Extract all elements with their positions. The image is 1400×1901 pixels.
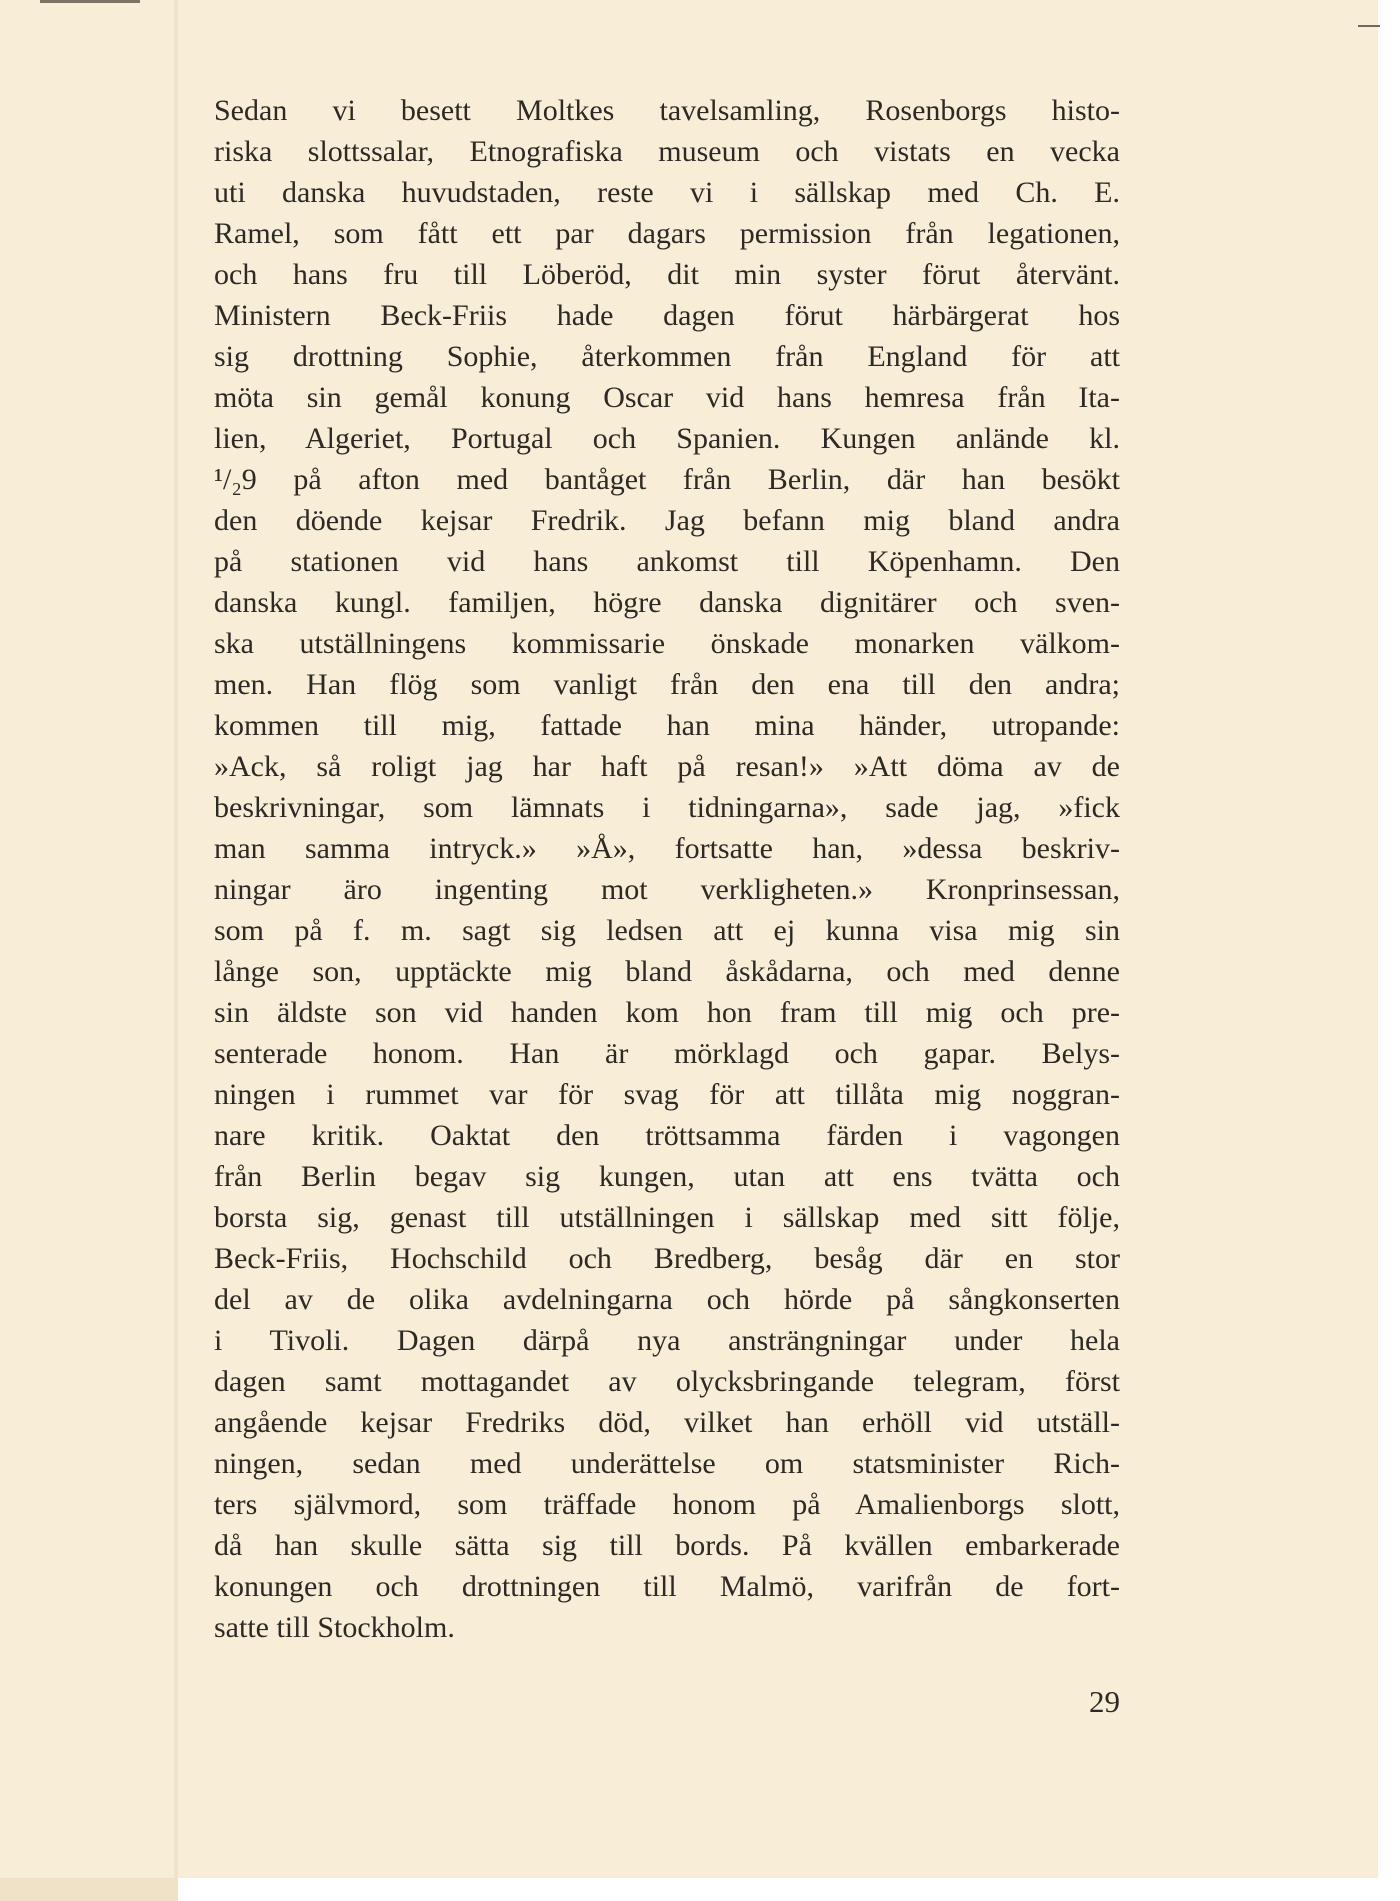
text-line: i Tivoli. Dagen därpå nya ansträngningar under hela (214, 1324, 1120, 1357)
text-line: sin äldste son vid handen kom hon fram till mig och pre- (214, 996, 1120, 1029)
text-line: nare kritik. Oaktat den tröttsamma färden i vagongen (214, 1119, 1120, 1152)
text-line: senterade honom. Han är mörklagd och gapar. Belys- (214, 1037, 1120, 1070)
text-line: ningen i rummet var för svag för att tillåta mig noggran- (214, 1078, 1120, 1111)
text-line: kommen till mig, fattade han mina händer, utropande: (214, 709, 1120, 742)
scan-mark-right (1358, 25, 1380, 27)
text-line: ska utställningens kommissarie önskade monarken välkom- (214, 627, 1120, 660)
text-line: Sedan vi besett Moltkes tavelsamling, Rosenborgs histo- (214, 94, 1120, 127)
text-line: beskrivningar, som lämnats i tidningarna», sade jag, »fick (214, 791, 1120, 824)
scan-mark-top (40, 0, 140, 3)
text-line: uti danska huvudstaden, reste vi i sällskap med Ch. E. (214, 176, 1120, 209)
text-line: den döende kejsar Fredrik. Jag befann mig bland andra (214, 504, 1120, 537)
text-line: danska kungl. familjen, högre danska dignitärer och sven- (214, 586, 1120, 619)
text-line: Ministern Beck-Friis hade dagen förut härbärgerat hos (214, 299, 1120, 332)
text-line: då han skulle sätta sig till bords. På kvällen embarkerade (214, 1529, 1120, 1562)
text-line: sig drottning Sophie, återkommen från England för att (214, 340, 1120, 373)
text-line: ¹/₂9 på afton med bantåget från Berlin, där han besökt (214, 463, 1120, 496)
text-line: riska slottssalar, Etnografiska museum och vistats en vecka (214, 135, 1120, 168)
text-line: Beck-Friis, Hochschild och Bredberg, besåg där en stor (214, 1242, 1120, 1275)
text-line: borsta sig, genast till utställningen i sällskap med sitt följe, (214, 1201, 1120, 1234)
text-line: möta sin gemål konung Oscar vid hans hemresa från Ita- (214, 381, 1120, 414)
text-line: man samma intryck.» »Å», fortsatte han, »dessa beskriv- (214, 832, 1120, 865)
text-line: långe son, upptäckte mig bland åskådarna, och med denne (214, 955, 1120, 988)
text-line: del av de olika avdelningarna och hörde på sångkonserten (214, 1283, 1120, 1316)
text-line: angående kejsar Fredriks död, vilket han erhöll vid utställ- (214, 1406, 1120, 1439)
text-line: lien, Algeriet, Portugal och Spanien. Kungen anlände kl. (214, 422, 1120, 455)
text-line: dagen samt mottagandet av olycksbringande telegram, först (214, 1365, 1120, 1398)
text-line: men. Han flög som vanligt från den ena till den andra; (214, 668, 1120, 701)
text-line: från Berlin begav sig kungen, utan att ens tvätta och (214, 1160, 1120, 1193)
text-line-last: satte till Stockholm. (214, 1611, 455, 1644)
text-line: och hans fru till Löberöd, dit min syster förut återvänt. (214, 258, 1120, 291)
text-line: ningen, sedan med underättelse om statsminister Rich- (214, 1447, 1120, 1480)
text-line: på stationen vid hans ankomst till Köpenhamn. Den (214, 545, 1120, 578)
text-line: »Ack, så roligt jag har haft på resan!» »Att döma av de (214, 750, 1120, 783)
page-number: 29 (1089, 1684, 1120, 1719)
page-gutter (174, 0, 178, 1878)
text-line: som på f. m. sagt sig ledsen att ej kunna visa mig sin (214, 914, 1120, 947)
text-line: ningar äro ingenting mot verkligheten.» Kronprinsessan, (214, 873, 1120, 906)
text-line: Ramel, som fått ett par dagars permission från legationen, (214, 217, 1120, 250)
text-line: konungen och drottningen till Malmö, varifrån de fort- (214, 1570, 1120, 1603)
body-text (214, 90, 1120, 1648)
text-line: ters självmord, som träffade honom på Amalienborgs slott, (214, 1488, 1120, 1521)
